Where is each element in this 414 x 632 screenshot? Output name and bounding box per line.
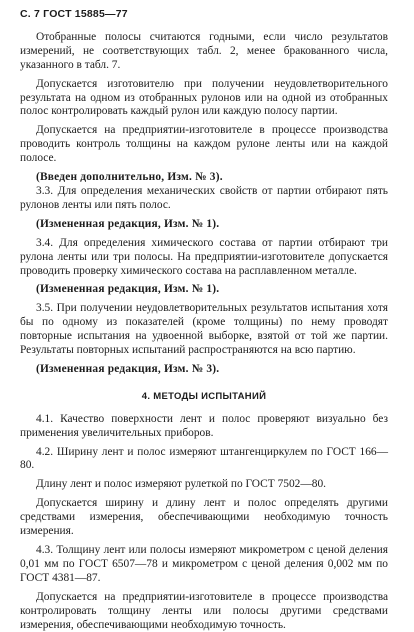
clause-4-2-length: Длину лент и полос измеряют рулеткой по ГОСТ 7502—80.: [36, 478, 326, 491]
amendment-note: (Введен дополнительно, Изм. № 3).: [36, 171, 223, 184]
amendment-note: (Измененная редакция, Изм. № 3).: [36, 362, 220, 375]
paragraph-thickness-control: Допускается на предприятии-изготовителе в процессе производства проводить контроль толщины на каждом рулоне ленты или на каждой полосе.: [20, 124, 388, 165]
clause-3-3: 3.3. Для определения механических свойств от партии отбирают пять рулонов ленты или пять полос.: [20, 184, 388, 211]
clause-4-2-other-means: Допускается ширину и длину лент и полос определять другими средствами измерения, обеспечивающими необходимую точность измерения.: [20, 497, 388, 538]
amendment-note: (Измененная редакция, Изм. № 1).: [36, 217, 220, 230]
clause-4-1: 4.1. Качество поверхности лент и полос проверяют визуально без применения увеличительных приборов.: [20, 412, 388, 439]
paragraph-recheck-each-roll: Допускается изготовителю при получении неудовлетворительного результата на одном из отобранных рулонов или на одной из отобранных полос контролировать каждый рулон или каждую полосу партии.: [20, 77, 388, 118]
amendment-note: (Измененная редакция, Изм. № 1).: [36, 283, 220, 296]
clause-3-5: 3.5. При получении неудовлетворительных результатов испытания хотя бы по одному из показателей (кроме толщины) по нему проводят повторные испытания на удвоенной выборке, взятой от той же партии. Результаты повторных испытаний распространяются на всю партию.: [20, 302, 388, 357]
clause-4-3-other-means: Допускается на предприятии-изготовителе в процессе производства контролировать толщину ленты или полосы другими средствами измерения, обеспечивающими необходимую точность.: [20, 590, 388, 631]
page-header: С. 7 ГОСТ 15885—77: [20, 8, 128, 20]
paragraph-selection-valid: Отобранные полосы считаются годными, если число результатов измерений, не соответствующих табл. 2, менее бракованного числа, указанного в табл. 7.: [20, 30, 388, 71]
clause-3-4: 3.4. Для определения химического состава от партии отбирают три рулона ленты или три полосы. На предприятии-изготовителе допускается проводить проверку химического состава на расплавленном металле.: [20, 236, 388, 277]
clause-4-3: 4.3. Толщину лент или полосы измеряют микрометром с ценой деления 0,01 мм по ГОСТ 6507—78 и микрометром с ценой деления 0,002 мм по ГОСТ 4381—87.: [20, 544, 388, 584]
clause-4-2: 4.2. Ширину лент и полос измеряют штангенциркулем по ГОСТ 166—80.: [20, 445, 388, 472]
section-title: 4. МЕТОДЫ ИСПЫТАНИЙ: [141, 390, 267, 402]
